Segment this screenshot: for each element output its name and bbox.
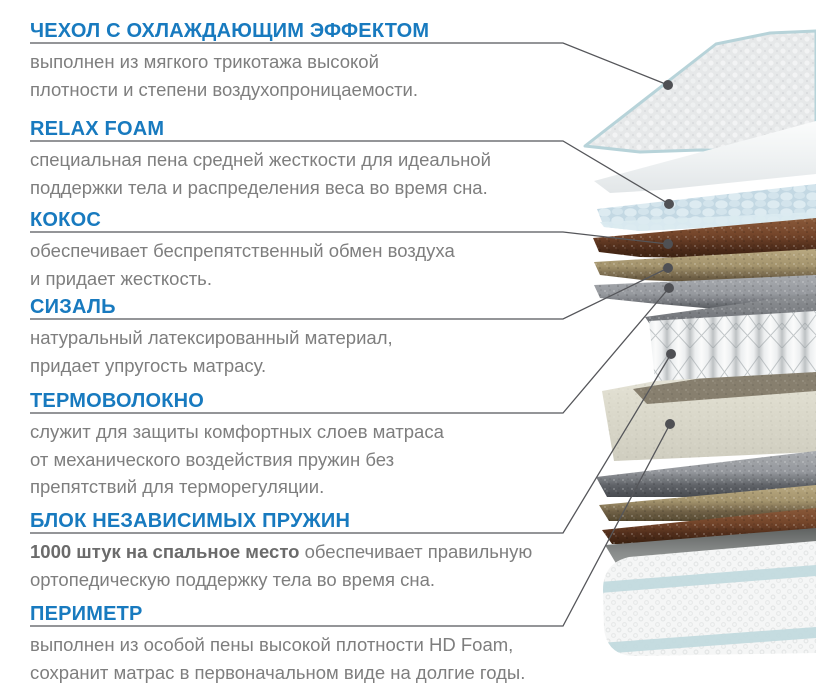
spring-count-bold-text: 1000 штук на спальное место xyxy=(30,541,300,562)
description-line: специальная пена средней жесткости для идеальной xyxy=(30,149,491,170)
section-description-spring-block xyxy=(30,538,582,593)
section-relax-foam xyxy=(30,118,582,201)
description-line: служит для защиты комфортных слоев матраса xyxy=(30,421,444,442)
description-line: сохранит матрас в первоначальном виде на долгие годы. xyxy=(30,661,526,683)
section-spring-block xyxy=(30,510,582,593)
section-description-perimeter xyxy=(30,631,582,686)
section-description-relax-foam xyxy=(30,146,582,201)
section-coconut xyxy=(30,209,582,292)
section-title-perimeter: ПЕРИМЕТР xyxy=(30,603,143,625)
description-line: выполнен из особой пены высокой плотности HD Foam, xyxy=(30,634,514,655)
description-line: поддержки тела и распределения веса во время сна. xyxy=(30,176,488,198)
section-perimeter xyxy=(30,603,582,686)
section-title-spring-block: БЛОК НЕЗАВИСИМЫХ ПРУЖИН xyxy=(30,510,351,532)
section-thermo-fiber xyxy=(30,390,582,501)
section-title-cover: ЧЕХОЛ С ОХЛАЖДАЮЩИМ ЭФФЕКТОМ xyxy=(30,20,430,42)
section-description-thermo-fiber xyxy=(30,418,582,501)
description-line: выполнен из мягкого трикотажа высокой xyxy=(30,51,379,72)
section-description-cover xyxy=(30,48,582,103)
description-line: придает упругость матрасу. xyxy=(30,354,267,376)
description-line: плотности и степени воздухопроницаемости. xyxy=(30,78,419,100)
description-text: обеспечивает правильную xyxy=(304,541,533,562)
section-title-coconut: КОКОС xyxy=(30,209,101,231)
section-description-coconut xyxy=(30,237,582,292)
description-line: от механического воздействия пружин без xyxy=(30,448,395,470)
section-title-thermo-fiber: ТЕРМОВОЛОКНО xyxy=(30,390,205,412)
section-title-relax-foam: RELAX FOAM xyxy=(30,118,165,140)
description-line: препятствий для терморегуляции. xyxy=(30,476,325,497)
section-sisal xyxy=(30,296,582,379)
section-cover xyxy=(30,20,582,103)
description-line xyxy=(30,538,582,566)
description-line: натуральный латексированный материал, xyxy=(30,327,393,348)
description-line: обеспечивает беспрепятственный обмен воздуха xyxy=(30,240,455,261)
section-title-sisal: СИЗАЛЬ xyxy=(30,296,116,318)
description-line: ортопедическую поддержку тела во время сна. xyxy=(30,568,436,590)
description-line: и придает жесткость. xyxy=(30,267,212,289)
section-description-sisal xyxy=(30,324,582,379)
